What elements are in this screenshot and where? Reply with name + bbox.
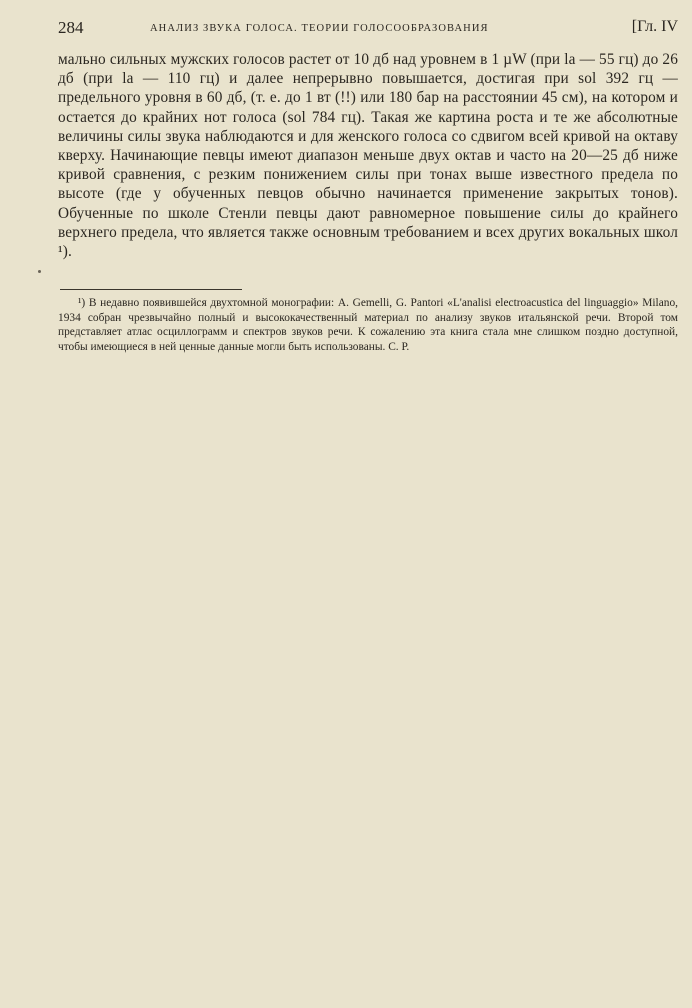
body-paragraph: мально сильных мужских голосов растет от 10 дб над уровнем в 1 µW (при la — 55 гц) до 26 дб (при la — 110 гц) и далее непрерывно повышается, достигая при sol 392 гц — предельного уровня в 60 дб, (т. е. до 1 вт (!!) или 180 бар на расстоянии 45 см), на котором и остается до крайних нот голоса (sol 784 гц). Такая же картина роста и те же абсолютные величины силы звука наблюдаются и для женского голоса со сдвигом всей кривой на октаву кверху. Начинающие певцы имеют диапазон меньше двух октав и часто на 20—25 дб ниже кривой сравнения, с резким понижением силы при тонах выше известного предела по высоте (где у обученных певцов обычно начинается применение закрытых тонов). Обученные по школе Стенли певцы дают равномерное повышение силы до крайнего верхнего предела, что является также основным требованием и всех других вокальных школ ¹). <box>58 51 678 261</box>
running-title: АНАЛИЗ ЗВУКА ГОЛОСА. ТЕОРИИ ГОЛОСООБРАЗОВАНИЯ <box>150 23 489 34</box>
footnote-divider <box>60 289 242 290</box>
margin-mark <box>38 270 41 273</box>
footnote-text: ¹) В недавно появившейся двухтомной монографии: A. Gemelli, G. Pantori «L'analisi electroacustica del linguaggio» Milano, 1934 собран чрезвычайно полный и высококачественный материал по анализу звуков итальянской речи. Второй том представляет атлас осциллограмм и спектров звуков речи. К сожалению эта книга стала мне слишком поздно доступной, чтобы имеющиеся в ней ценные данные могли быть использованы. С. Р. <box>58 297 678 353</box>
chapter-reference: [Гл. IV <box>631 18 678 35</box>
page-number: 284 <box>58 18 84 37</box>
page-header <box>58 18 678 42</box>
footnote <box>58 296 678 354</box>
main-text <box>58 50 678 261</box>
